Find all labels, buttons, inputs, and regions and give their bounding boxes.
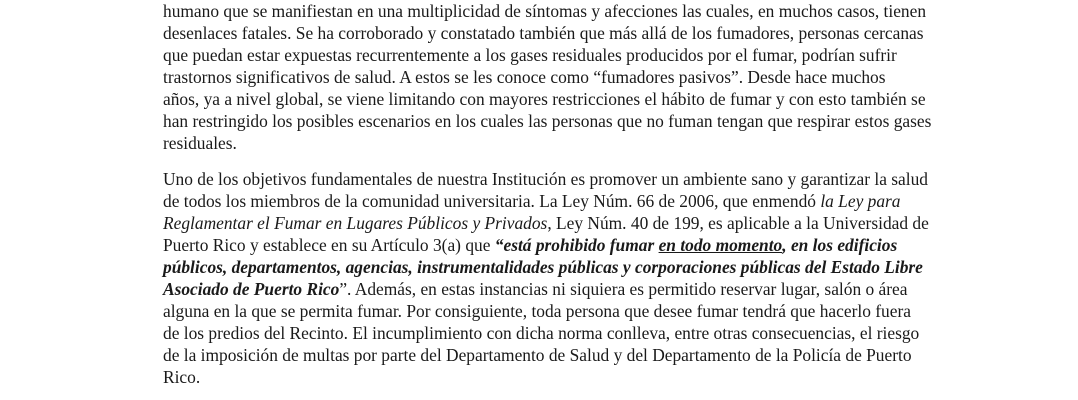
law-quote-body: públicos, departamentos, agencias, instrumentalidades públicas y corporaciones públicas del Estado Libre bbox=[163, 257, 923, 277]
paragraph-2-line-6-text: ”. Además, en estas instancias ni siquiera es permitido reservar lugar, salón o área bbox=[339, 279, 908, 299]
law-quote-end: Asociado de Puerto Rico bbox=[163, 279, 340, 299]
paragraph-1-line-4: trastornos significativos de salud. A estos se les conoce como “fumadores pasivos”. Desde hace muchos bbox=[163, 67, 886, 87]
paragraph-1-line-2: desenlaces fatales. Se ha corroborado y constatado también que más allá de los fumadores, personas cercanas bbox=[163, 23, 924, 43]
paragraph-2-line-2-text: de todos los miembros de la comunidad universitaria. La Ley Núm. 66 de 2006, que enmendó bbox=[163, 191, 821, 211]
paragraph-2-line-2 bbox=[163, 190, 901, 212]
paragraph-1-line-1: humano que se manifiestan en una multiplicidad de síntomas y afecciones las cuales, en muchos casos, tienen bbox=[163, 1, 927, 21]
paragraph-1-line-5: años, ya a nivel global, se viene limitando con mayores restricciones el hábito de fumar y con esto también se bbox=[163, 89, 926, 109]
paragraph-2-line-9: de la imposición de multas por parte del Departamento de Salud y del Departamento de la Policía de Puerto bbox=[163, 345, 912, 365]
law-quote-underlined: en todo momento bbox=[658, 235, 783, 255]
paragraph-1-line-7: residuales. bbox=[163, 133, 237, 153]
paragraph-2-line-4-text: Puerto Rico y establece en su Artículo 3(a) que bbox=[163, 235, 495, 255]
law-quote-continued: , en los edificios bbox=[782, 235, 898, 255]
paragraph-2-line-6 bbox=[163, 278, 907, 300]
paragraph-2-line-8: de los predios del Recinto. El incumplimiento con dicha norma conlleva, entre otras consecuencias, el riesgo bbox=[163, 323, 920, 343]
paragraph-2-line-5 bbox=[163, 256, 923, 278]
paragraph-1-line-6: han restringido los posibles escenarios en los cuales las personas que no fuman tengan que respirar estos gases bbox=[163, 111, 932, 131]
paragraph-2-line-7: alguna en la que se permita fumar. Por consiguiente, toda persona que desee fumar tendrá que hacerlo fuera bbox=[163, 301, 911, 321]
paragraph-2-line-10: Rico. bbox=[163, 367, 201, 387]
law-quote-start: “está prohibido fumar bbox=[494, 235, 659, 255]
paragraph-2-line-1: Uno de los objetivos fundamentales de nuestra Institución es promover un ambiente sano y garantizar la salud bbox=[163, 169, 928, 189]
paragraph-2-line-3-text: , Ley Núm. 40 de 199, es aplicable a la Universidad de bbox=[547, 213, 929, 233]
paragraph-2-line-3 bbox=[163, 212, 929, 234]
law-title-italic-start: la Ley para bbox=[820, 191, 901, 211]
paragraph-1-line-3: que puedan estar expuestas recurrentemente a los gases residuales producidos por el fumar, podrían sufrir bbox=[163, 45, 897, 65]
law-title-italic: Reglamentar el Fumar en Lugares Públicos y Privados bbox=[163, 213, 548, 233]
paragraph-2-line-4 bbox=[163, 234, 897, 256]
